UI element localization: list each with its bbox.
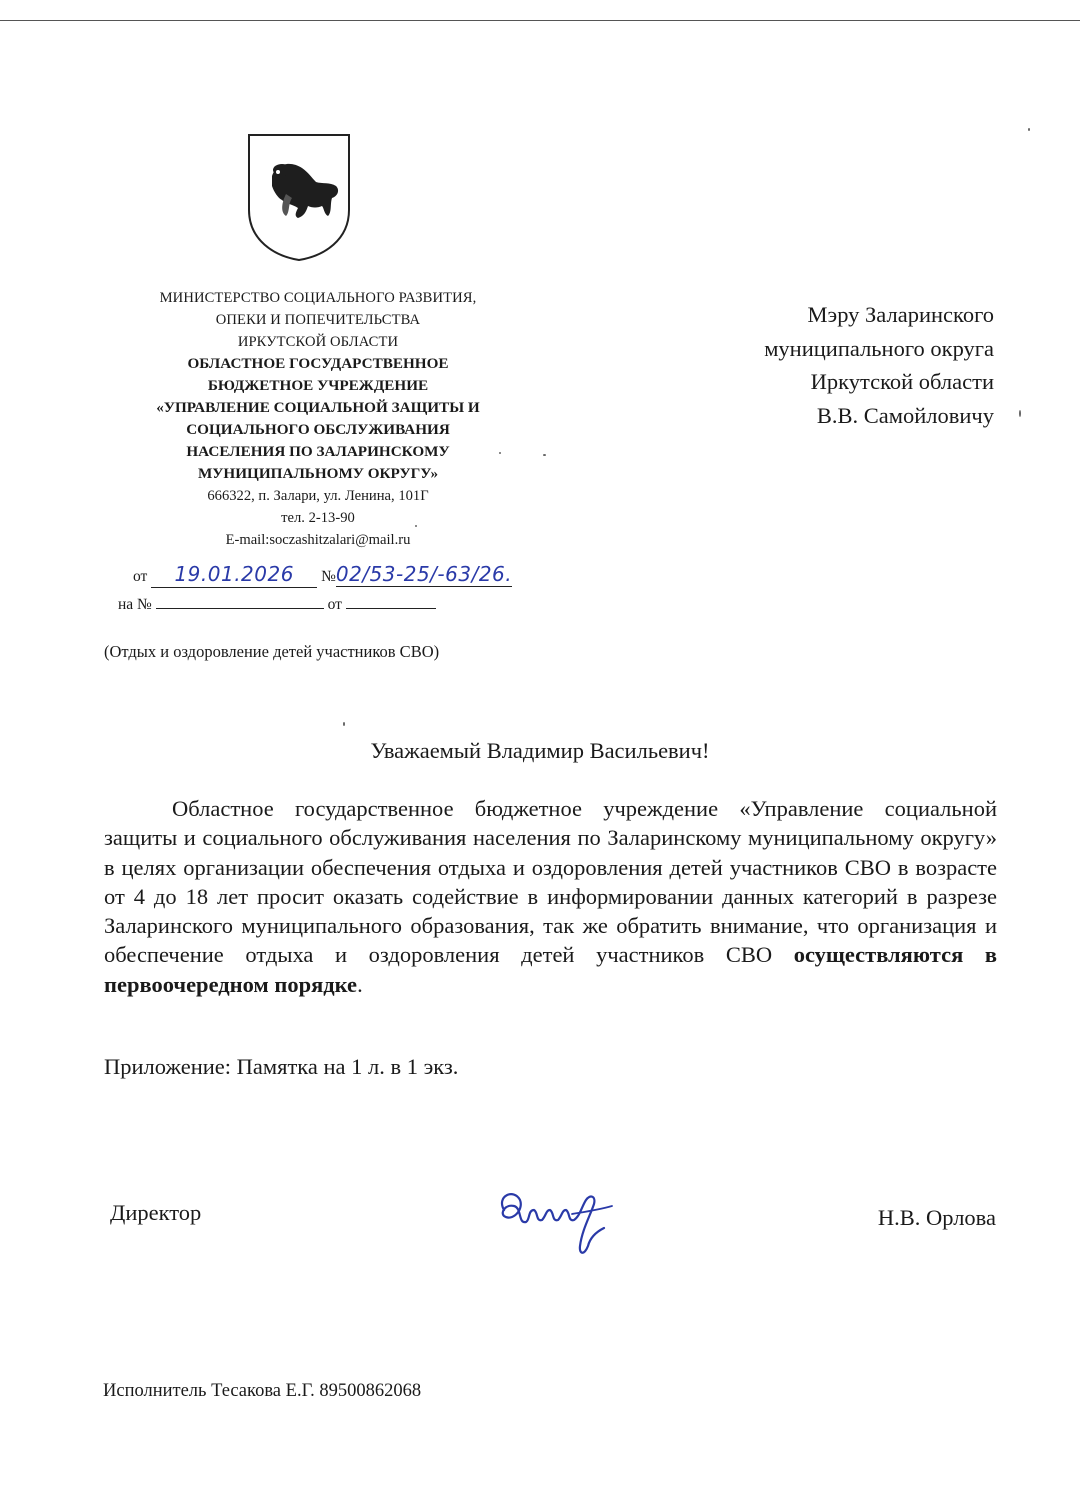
ministry-line: ОПЕКИ И ПОПЕЧИТЕЛЬСТВА <box>215 312 421 328</box>
org-name-line: «УПРАВЛЕНИЕ СОЦИАЛЬНОЙ ЗАЩИТЫ И <box>156 399 480 416</box>
org-name-line: ОБЛАСТНОЕ ГОСУДАРСТВЕННОЕ <box>187 355 449 372</box>
scan-speck <box>499 452 501 454</box>
org-name-line: СОЦИАЛЬНОГО ОБСЛУЖИВАНИЯ <box>186 421 450 438</box>
ministry-line: МИНИСТЕРСТВО СОЦИАЛЬНОГО РАЗВИТИЯ, <box>159 290 477 306</box>
sender-address: 666322, п. Залари, ул. Ленина, 101Г <box>207 488 429 504</box>
addressee-line: муниципального округа <box>764 335 994 361</box>
greeting: Уважаемый Владимир Васильевич! <box>370 738 710 763</box>
scan-top-rule <box>0 20 1080 21</box>
reply-number-field <box>156 594 324 609</box>
executor-contact: Исполнитель Тесакова Е.Г. 89500862068 <box>103 1381 422 1401</box>
scan-speck <box>1028 128 1030 131</box>
reply-number-label: на № <box>118 596 152 613</box>
reply-date-field <box>346 594 436 609</box>
outgoing-registration <box>133 564 512 588</box>
outgoing-date: 19.01.2026 <box>174 562 294 586</box>
scan-speck <box>1019 410 1021 417</box>
scan-speck <box>415 525 417 527</box>
addressee-line: В.В. Самойловичу <box>816 402 994 428</box>
number-label: № <box>321 568 336 585</box>
scan-speck <box>543 454 546 456</box>
sender-header <box>100 287 536 551</box>
addressee-line: Мэру Заларинского <box>807 302 994 327</box>
outgoing-date-field <box>151 564 317 588</box>
letter-subject: (Отдых и оздоровление детей участников СВО) <box>104 642 440 661</box>
scan-speck <box>343 722 345 726</box>
outgoing-number: 02/53-25/-63/26. <box>335 562 513 586</box>
sender-email: E-mail:soczashitzalari@mail.ru <box>225 532 411 548</box>
body-end: . <box>357 971 363 997</box>
addressee-block <box>654 298 994 432</box>
org-name-line: МУНИЦИПАЛЬНОМУ ОКРУГУ» <box>197 465 439 482</box>
ministry-line: ИРКУТСКОЙ ОБЛАСТИ <box>237 334 399 350</box>
org-name-line: БЮДЖЕТНОЕ УЧРЕЖДЕНИЕ <box>207 377 429 394</box>
reply-from-label: от <box>327 596 342 613</box>
org-name-line: НАСЕЛЕНИЯ ПО ЗАЛАРИНСКОМУ <box>186 443 450 460</box>
attachment-note: Приложение: Памятка на 1 л. в 1 экз. <box>104 1054 459 1079</box>
from-label: от <box>133 568 148 585</box>
body-text: Областное государственное бюджетное учреждение «Управление социальной защиты и социального обслуживания населения по Заларинскому муниципальному округу» в целях организации обеспечения отдыха и оздоровления детей участников СВО в возрасте от 4 до 18 лет просит оказать содействие в информировании данных категорий в разрезе Заларинского муниципального образования, так же обратить внимание, что организация и обеспечение отдыха и оздоровления детей участников СВО <box>104 796 997 968</box>
letter-body <box>104 794 997 999</box>
reply-registration <box>118 594 436 615</box>
sender-phone: тел. 2-13-90 <box>281 510 355 526</box>
body-emphasis: осуществляются в первоочередном порядке <box>104 942 998 997</box>
handwritten-signature <box>486 1176 626 1262</box>
addressee-line: Иркутской области <box>810 369 994 394</box>
signatory-name: Н.В. Орлова <box>877 1205 996 1230</box>
signatory-title: Директор <box>110 1200 202 1225</box>
coat-of-arms-emblem <box>246 132 352 262</box>
